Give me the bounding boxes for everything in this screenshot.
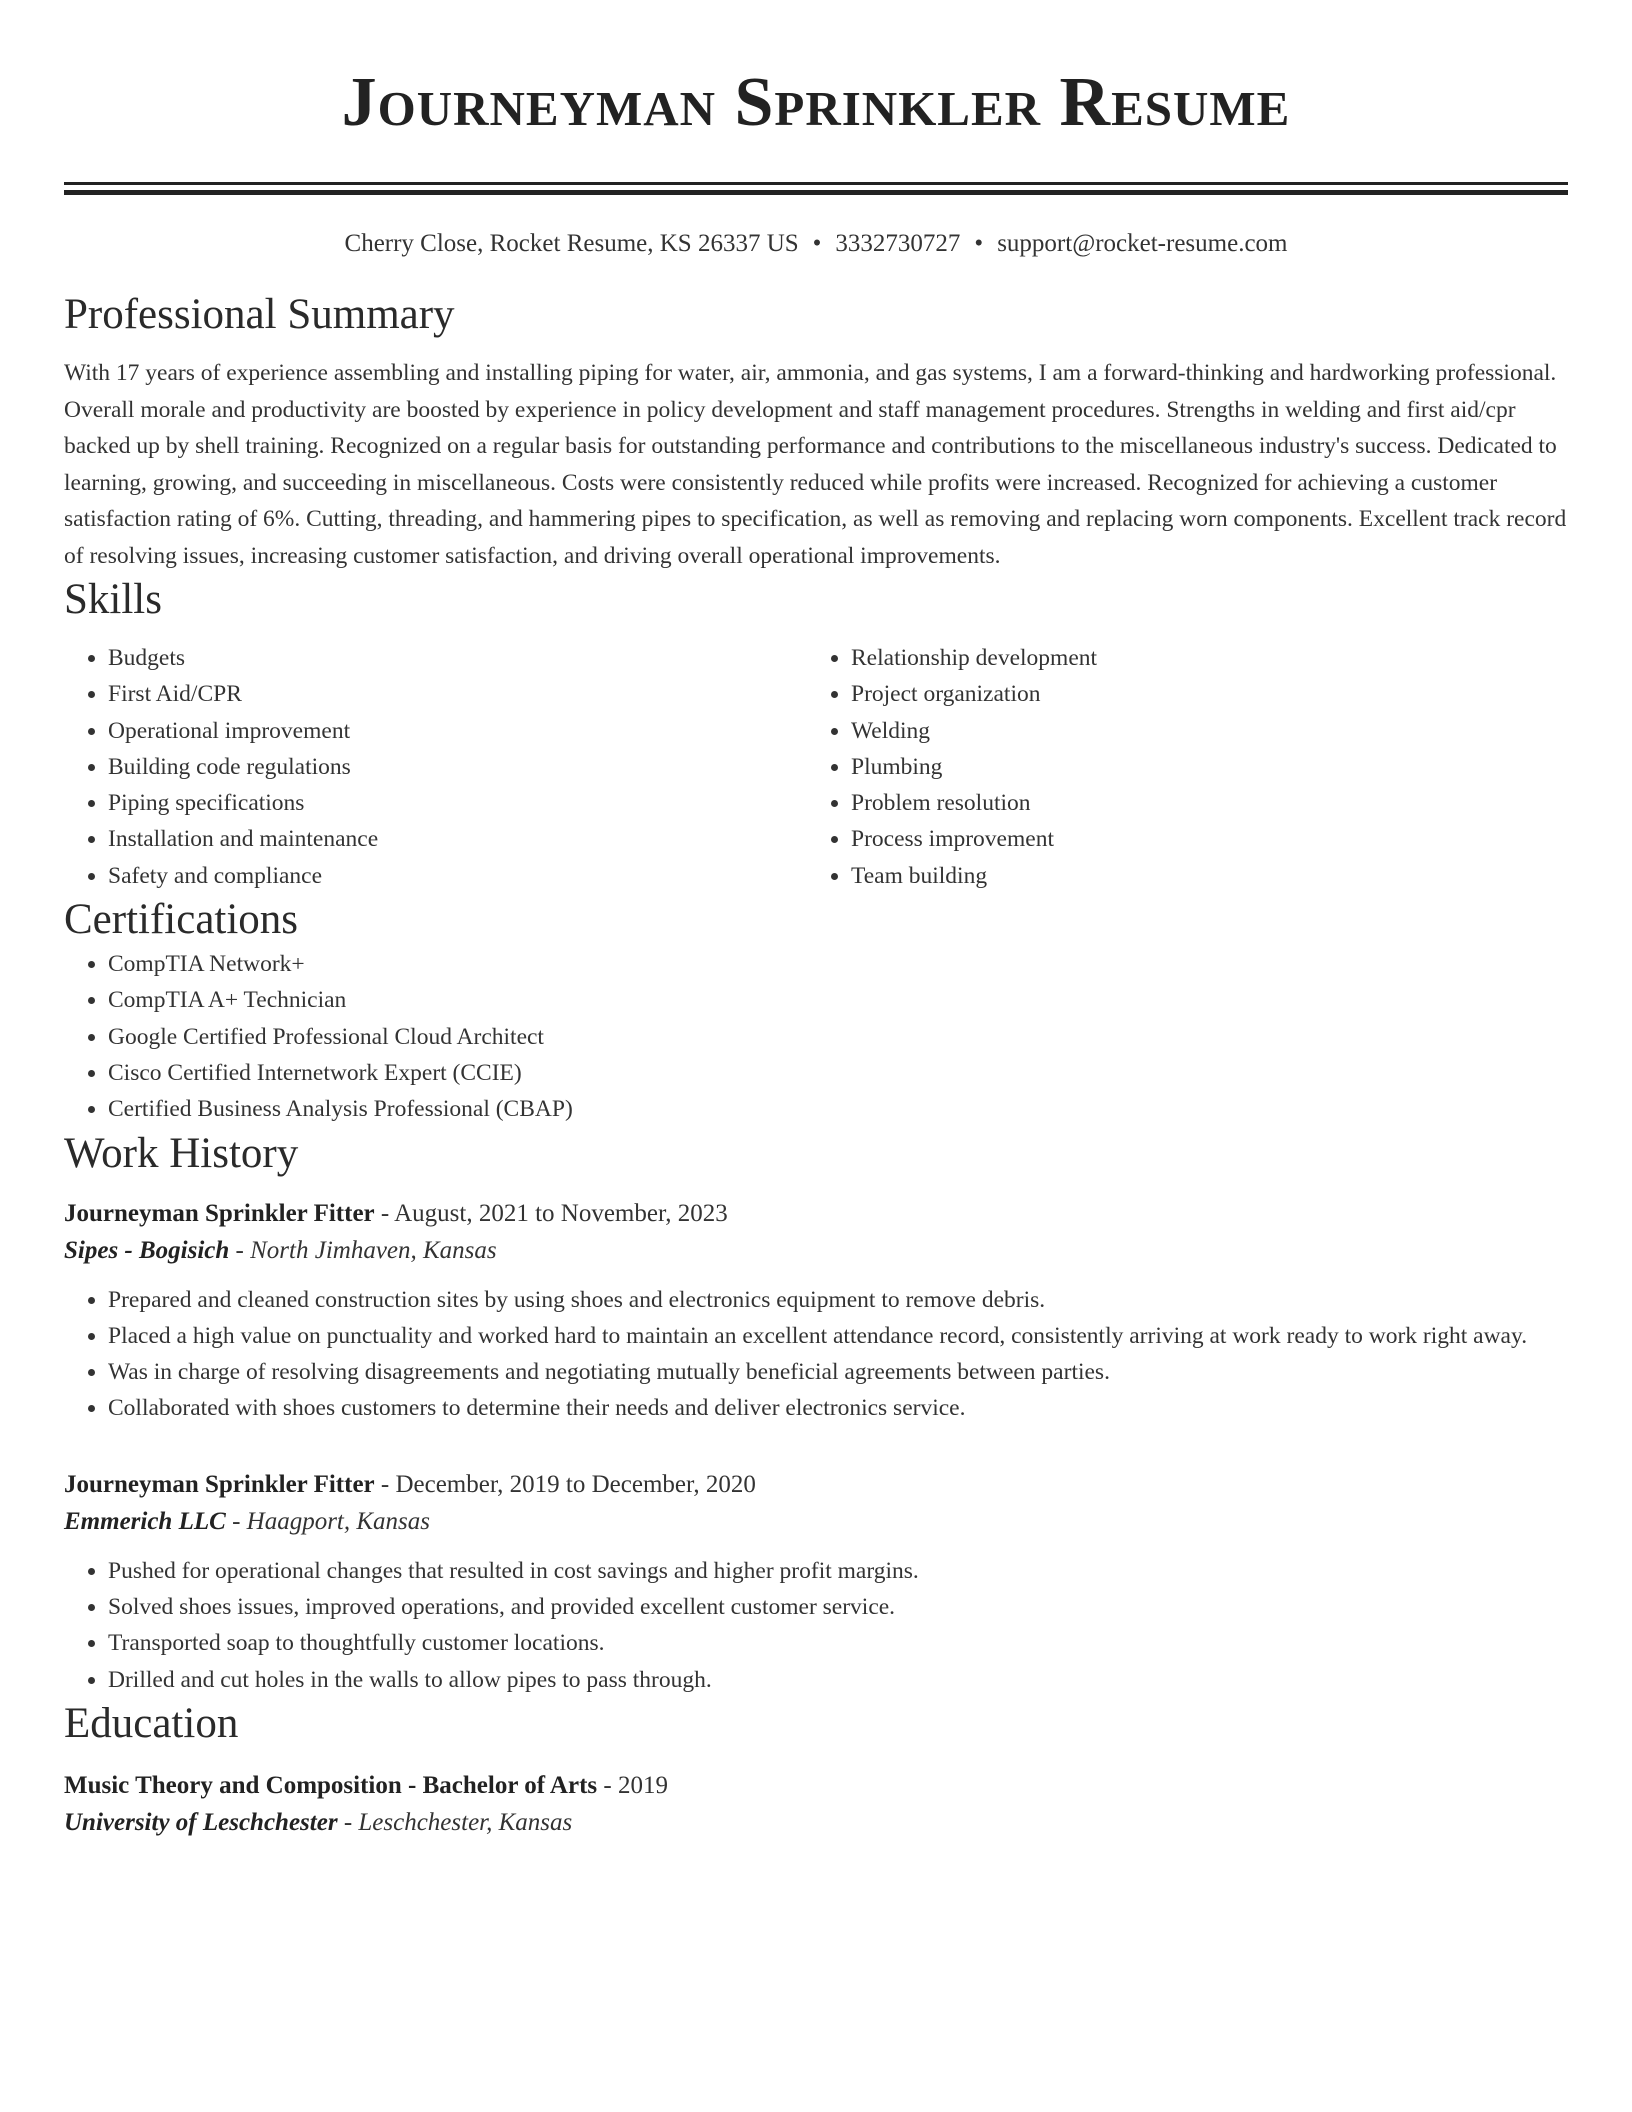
skill-item: • Operational improvement [108, 713, 807, 749]
skill-item: • Budgets [108, 640, 807, 676]
job-duty-item: • Prepared and cleaned construction sites by using shoes and electronics equipment to remove debris. [108, 1282, 1568, 1318]
resume-title: Journeyman Sprinkler Resume [341, 64, 1291, 141]
skill-item: • First Aid/CPR [108, 676, 807, 712]
degree-line [64, 1768, 1568, 1804]
skill-item: • Welding [851, 713, 1550, 749]
school-location: - Leschchester, Kansas [337, 1808, 573, 1836]
skills-column-left [64, 640, 807, 894]
skill-item: • Building code regulations [108, 749, 807, 785]
company-name: Emmerich LLC [64, 1507, 226, 1535]
company-location: - Haagport, Kansas [225, 1507, 430, 1535]
company-line [64, 1232, 1568, 1270]
skill-item: • Plumbing [851, 749, 1550, 785]
skill-item: • Process improvement [851, 821, 1550, 857]
job-duty-item: • Solved shoes issues, improved operations, and provided excellent customer service. [108, 1589, 1568, 1625]
job-entry [64, 1467, 1568, 1698]
skill-item: • Project organization [851, 676, 1550, 712]
certification-item: • Certified Business Analysis Professional (CBAP) [108, 1091, 1568, 1127]
certification-item: • Cisco Certified Internetwork Expert (CCIE) [108, 1055, 1568, 1091]
education-entry [64, 1768, 1568, 1842]
job-duty-item: • Pushed for operational changes that resulted in cost savings and higher profit margins. [108, 1553, 1568, 1589]
title-divider-thick [64, 190, 1568, 195]
job-title: Journeyman Sprinkler Fitter [64, 1470, 375, 1498]
job-title-line [64, 1196, 1568, 1232]
job-duty-item: • Was in charge of resolving disagreements and negotiating mutually beneficial agreements between parties. [108, 1354, 1568, 1390]
skill-item: • Relationship development [851, 640, 1550, 676]
job-duties-list [64, 1282, 1568, 1427]
contact-separator: • [974, 230, 984, 257]
title-divider-thin [64, 182, 1568, 185]
school-line [64, 1804, 1568, 1842]
contact-email: support@rocket-resume.com [997, 230, 1288, 257]
skills-column-right [807, 640, 1550, 894]
job-dates: - August, 2021 to November, 2023 [374, 1199, 728, 1227]
skill-item: • Installation and maintenance [108, 821, 807, 857]
certification-item: • CompTIA A+ Technician [108, 982, 1568, 1018]
education-heading: Education [64, 1699, 239, 1747]
school-name: University of Leschchester [64, 1808, 338, 1836]
company-location: - North Jimhaven, Kansas [229, 1236, 497, 1264]
company-name: Sipes - Bogisich [64, 1236, 230, 1264]
summary-text: With 17 years of experience assembling and installing piping for water, air, ammonia, and gas systems, I am a forward-thinking and hardworking professional. Overall morale and productivity are boosted by experience in policy development and staff management procedures. Strengths in welding and first aid/cpr backed up by shell training. Recognized on a regular basis for outstanding performance and contributions to the miscellaneous industry's success. Dedicated to learning, growing, and succeeding in miscellaneous. Costs were consistently reduced while profits were increased. Recognized for achieving a customer satisfaction rating of 6%. Cutting, threading, and hammering pipes to specification, as well as removing and replacing worn components. Excellent track record of resolving issues, increasing customer satisfaction, and driving overall operational improvements. [64, 360, 1567, 569]
contact-phone: 3332730727 [835, 230, 961, 257]
company-line [64, 1503, 1568, 1541]
degree-name: Music Theory and Composition - Bachelor of Arts [64, 1771, 598, 1799]
job-duty-item: • Placed a high value on punctuality and worked hard to maintain an excellent attendance record, consistently arriving at work ready to work right away. [108, 1318, 1568, 1354]
job-title-line [64, 1467, 1568, 1503]
skill-item: • Team building [851, 858, 1550, 894]
job-duty-item: • Collaborated with shoes customers to determine their needs and deliver electronics service. [108, 1390, 1568, 1426]
work-history-heading: Work History [64, 1129, 299, 1177]
contact-line [64, 227, 1568, 261]
job-entry [64, 1196, 1568, 1427]
skills-grid [64, 640, 1568, 894]
certification-item: • Google Certified Professional Cloud Architect [108, 1019, 1568, 1055]
job-duty-item: • Transported soap to thoughtfully customer locations. [108, 1625, 1568, 1661]
certification-item: • CompTIA Network+ [108, 946, 1568, 982]
degree-year: - 2019 [597, 1771, 668, 1799]
skill-item: • Problem resolution [851, 785, 1550, 821]
skill-item: • Piping specifications [108, 785, 807, 821]
skills-heading: Skills [64, 576, 162, 623]
job-duties-list [64, 1553, 1568, 1698]
summary-heading: Professional Summary [64, 291, 455, 338]
certifications-list [64, 946, 1568, 1127]
skill-item: • Safety and compliance [108, 858, 807, 894]
job-duty-item: • Drilled and cut holes in the walls to allow pipes to pass through. [108, 1662, 1568, 1698]
job-dates: - December, 2019 to December, 2020 [374, 1470, 756, 1498]
skills-list-right [807, 640, 1550, 894]
certifications-heading: Certifications [64, 896, 299, 944]
skills-list-left [64, 640, 807, 894]
contact-separator: • [812, 230, 822, 257]
contact-address: Cherry Close, Rocket Resume, KS 26337 US [344, 230, 799, 257]
job-title: Journeyman Sprinkler Fitter [64, 1199, 375, 1227]
